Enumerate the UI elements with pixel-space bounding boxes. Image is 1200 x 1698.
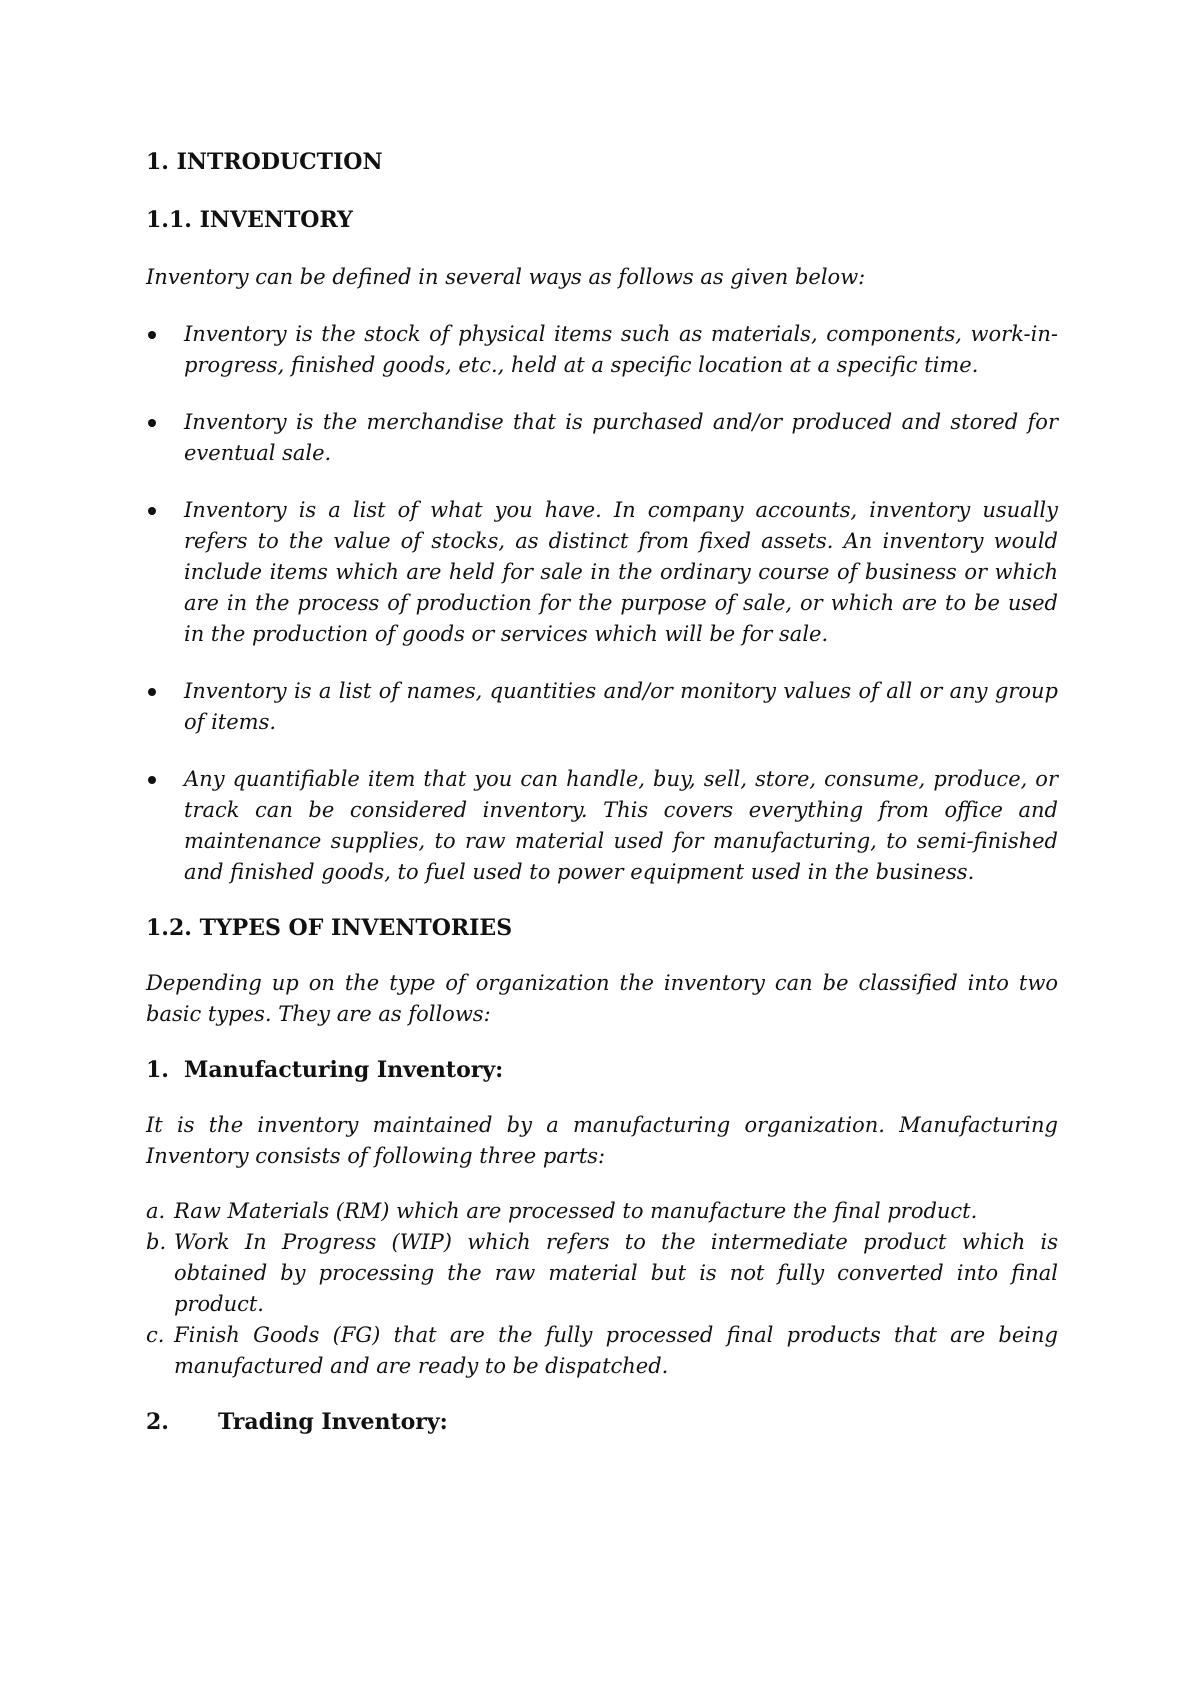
- bullet-icon: [148, 507, 156, 515]
- list-item: [146, 676, 1058, 738]
- inventory-intro-line: Inventory can be defined in several ways as follows as given below:: [146, 265, 866, 289]
- list-item: [146, 319, 1058, 381]
- list-item: [146, 1320, 1058, 1382]
- list-item: [146, 407, 1058, 469]
- list-item-label: a.: [146, 1199, 166, 1223]
- bullet-icon: [148, 776, 156, 784]
- list-item-text: Inventory is the merchandise that is purchased and/or produced and stored for eventual sale.: [184, 410, 1058, 465]
- list-item-text: Work In Progress (WIP) which refers to the intermediate product which is obtained by processing the raw material but is not fully converted into final product.: [174, 1230, 1058, 1316]
- list-item-text: Any quantifiable item that you can handle, buy, sell, store, consume, produce, or track can be considered inventory. This covers everything from office and maintenance supplies, to raw material used for manufacturing, to semi-finished and finished goods, to fuel used to power equipment used in the business.: [184, 767, 1058, 884]
- list-item-text: Raw Materials (RM) which are processed to manufacture the final product.: [174, 1199, 978, 1223]
- list-item-text: Finish Goods (FG) that are the fully processed final products that are being manufactured and are ready to be dispatched.: [174, 1323, 1058, 1378]
- section-title: Manufacturing Inventory:: [184, 1057, 504, 1083]
- list-item-text: Inventory is a list of names, quantities and/or monitory values of all or any group of items.: [184, 679, 1058, 734]
- list-item: [146, 1196, 1058, 1227]
- section-title: Trading Inventory:: [218, 1409, 448, 1435]
- types-paragraph: Depending up on the type of organization the inventory can be classified into two basic types. They are as follows:: [146, 971, 1058, 1026]
- list-item-text: Inventory is the stock of physical items such as materials, components, work-in-progress, finished goods, etc., held at a specific location at a specific time.: [184, 322, 1058, 377]
- list-item-label: b.: [146, 1230, 167, 1254]
- list-item: [146, 1227, 1058, 1320]
- list-item: [146, 764, 1058, 888]
- section-number: 2.: [146, 1409, 169, 1435]
- inventory-definitions-list: [146, 319, 1058, 888]
- list-item: [146, 495, 1058, 650]
- section-number: 1.: [146, 1057, 169, 1083]
- trading-inventory-heading: [146, 1406, 1058, 1438]
- manufacturing-paragraph: It is the inventory maintained by a manufacturing organization. Manufacturing Inventory consists of following three parts:: [146, 1113, 1058, 1168]
- list-item-text: Inventory is a list of what you have. In company accounts, inventory usually refers to the value of stocks, as distinct from fixed assets. An inventory would include items which are held for sale in the ordinary course of business or which are in the process of production for the purpose of sale, or which are to be used in the production of goods or services which will be for sale.: [184, 498, 1058, 646]
- bullet-icon: [148, 331, 156, 339]
- list-item-label: c.: [146, 1323, 165, 1347]
- bullet-icon: [148, 419, 156, 427]
- heading-types-of-inventories: 1.2. TYPES OF INVENTORIES: [146, 915, 513, 941]
- heading-inventory: 1.1. INVENTORY: [146, 207, 353, 233]
- manufacturing-inventory-heading: [146, 1054, 1058, 1086]
- heading-introduction: 1. INTRODUCTION: [146, 149, 383, 175]
- document-content: [146, 146, 1058, 1438]
- manufacturing-parts-list: [146, 1196, 1058, 1382]
- bullet-icon: [148, 688, 156, 696]
